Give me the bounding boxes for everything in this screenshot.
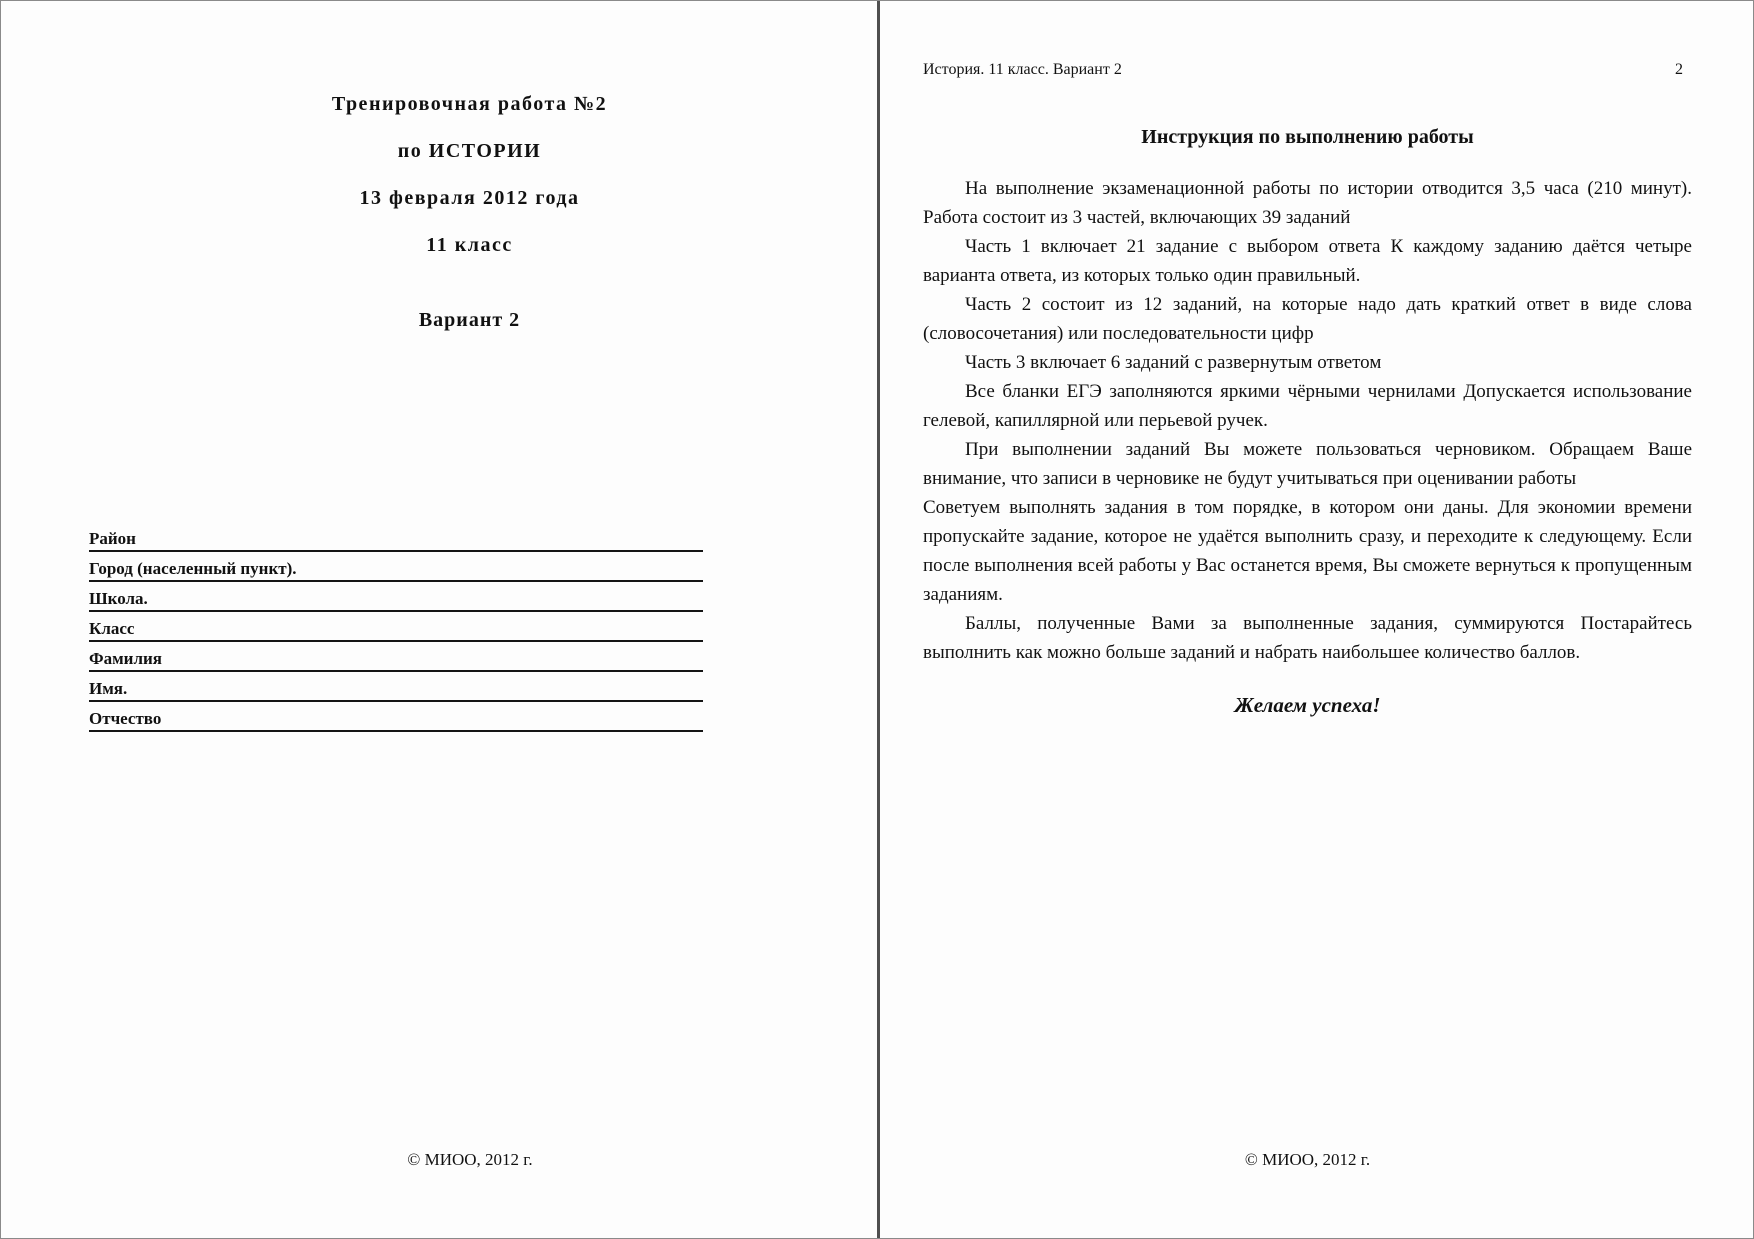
form-field-label: Район [89,529,136,548]
variant-label: Вариант 2 [418,309,521,331]
running-header-title: История. 11 класс. Вариант 2 [923,61,1122,78]
instruction-body [880,174,1754,667]
work-date: 13 февраля 2012 года [359,187,580,209]
student-info-form [1,522,877,732]
form-field-label: Школа. [89,589,148,608]
form-field-city [89,552,703,582]
paragraph: Часть 3 включает 6 заданий с развернутым ответом [965,352,1382,373]
form-field-district [89,522,703,552]
copyright-footer: © МИОО, 2012 г. [407,1150,533,1169]
paragraph: При выполнении заданий Вы можете пользоваться черновиком. Обращаем Ваше внимание, что записи в черновике не будут учитываться при оценивании работы [923,439,1692,489]
form-field-label: Класс [89,619,135,638]
running-header [880,61,1754,79]
instruction-heading: Инструкция по выполнению работы [1141,126,1474,148]
paragraph: Часть 1 включает 21 задание с выбором ответа К каждому заданию даётся четыре варианта ответа, из которых только один правильный. [923,236,1692,286]
paragraph: На выполнение экзаменационной работы по истории отводится 3,5 часа (210 минут). Работа состоит из 3 частей, включающих 39 заданий [923,178,1692,228]
paragraph: Советуем выполнять задания в том порядке, в котором они даны. Для экономии времени пропускайте задание, которое не удаётся выполнить сразу, и переходите к следующему. Если после выполнения всей работы у Вас останется время, Вы сможете вернуться к пропущенным заданиям. [923,497,1692,605]
form-field-surname [89,642,703,672]
form-field-name [89,672,703,702]
form-field-patronymic [89,702,703,732]
form-field-class [89,612,703,642]
paragraph: Часть 2 состоит из 12 заданий, на которые надо дать краткий ответ в виде слова (словосочетания) или последовательности цифр [923,294,1692,344]
page-number: 2 [1675,61,1683,78]
form-field-school [89,582,703,612]
form-field-label: Город (населенный пункт). [89,559,297,578]
copyright-footer: © МИОО, 2012 г. [1244,1150,1371,1169]
grade-level: 11 класс [426,234,513,256]
paragraph: Баллы, полученные Вами за выполненные задания, суммируются Постарайтесь выполнить как можно больше заданий и набрать наибольшее количество баллов. [923,613,1692,663]
work-title: Тренировочная работа №2 [331,93,608,115]
title-page [1,1,877,1238]
subject-title: по ИСТОРИИ [397,140,542,162]
title-block [1,93,877,332]
good-luck-message: Желаем успеха! [1234,693,1381,717]
form-field-label: Отчество [89,709,162,728]
paragraph: Все бланки ЕГЭ заполняются яркими чёрными чернилами Допускается использование гелевой, капиллярной или перьевой ручек. [923,381,1692,431]
form-field-label: Имя. [89,679,128,698]
instruction-page [880,1,1754,1238]
form-field-label: Фамилия [89,649,163,668]
